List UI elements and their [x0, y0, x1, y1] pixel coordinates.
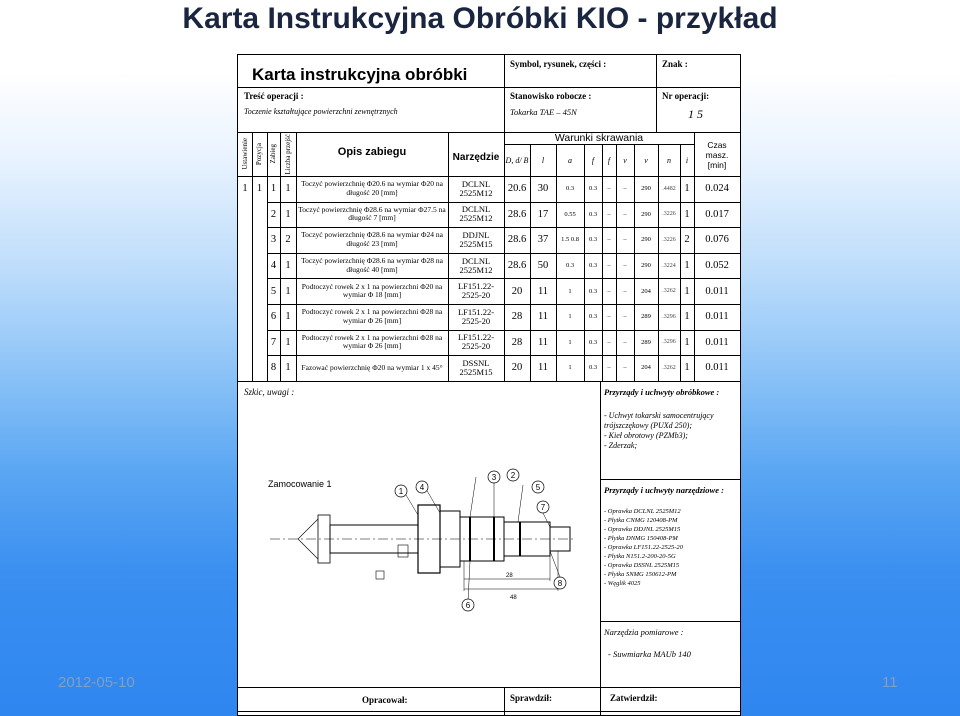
- marker-8: 8: [557, 579, 563, 588]
- przyrzady-title: Przyrządy i uchwyty obróbkowe :: [604, 387, 720, 397]
- cell-d: 28.6: [507, 208, 527, 220]
- cell-liczba-przejsc: 1: [285, 285, 291, 297]
- cell-czas: 0.011: [705, 362, 729, 374]
- instruction-card: [237, 54, 741, 716]
- cell-zabieg: 3: [270, 234, 277, 246]
- cell-liczba-przejsc: 1: [285, 311, 291, 323]
- col-pozycja: Pozycja: [255, 142, 263, 166]
- cell-zabieg: 4: [270, 260, 277, 272]
- marker-6: 6: [465, 601, 471, 610]
- cell-d: 28.6: [507, 260, 527, 272]
- cell-f1: 0.3: [588, 338, 598, 346]
- footer-date: 2012-05-10: [58, 674, 135, 691]
- cell-opis: Toczyć powierzchnię Φ28.6 na wymiar Φ27.5 na długość 7 [mm]: [298, 204, 446, 223]
- cell-a: 0.55: [564, 210, 576, 218]
- cell-f2: –: [607, 287, 611, 295]
- cell-czas: 0.011: [705, 285, 729, 297]
- cell-liczba-przejsc: 1: [285, 208, 291, 220]
- cell-v1: –: [623, 262, 627, 270]
- cell-czas: 0.011: [705, 336, 729, 348]
- col-f2: f: [607, 155, 611, 165]
- cell-l: 17: [537, 208, 549, 220]
- cell-a: 1: [568, 364, 572, 372]
- cell-n: .4482: [662, 185, 676, 192]
- cell-i: 1: [684, 311, 690, 323]
- cell-f2: –: [607, 236, 611, 244]
- cell-opis: Toczyć powierzchnię Φ28.6 na wymiar Φ24 na długość 23 [mm]: [301, 230, 443, 248]
- cell-l: 11: [537, 336, 549, 348]
- narzedziowe-list: [604, 507, 736, 588]
- cell-v1: –: [623, 210, 627, 218]
- cell-liczba-przejsc: 1: [285, 336, 291, 348]
- cell-zabieg: 1: [270, 183, 277, 195]
- cell-f1: 0.3: [588, 313, 598, 321]
- cell-zabieg: 8: [270, 362, 277, 374]
- cell-v1: –: [623, 338, 627, 346]
- cell-n: .3262: [662, 288, 676, 295]
- cell-v2: 289: [641, 338, 651, 346]
- cell-ustawienie: [238, 330, 252, 356]
- cell-i: 1: [684, 208, 690, 220]
- stanowisko-label: Stanowisko robocze :: [510, 91, 592, 101]
- col-liczba-przejsc: Liczba przejść: [283, 133, 292, 175]
- cell-liczba-przejsc: 1: [285, 362, 291, 374]
- cell-d: 20: [511, 285, 523, 297]
- cell-ustawienie: [238, 304, 252, 330]
- cell-czas: 0.011: [705, 311, 729, 323]
- col-a: a: [568, 155, 572, 165]
- symbol-label: Symbol, rysunek, części :: [510, 59, 607, 69]
- cell-narzedzie: DSSNL 2525M15: [459, 357, 493, 377]
- marker-7: 7: [540, 503, 546, 512]
- col-ustawienie: Ustawienie: [240, 138, 249, 170]
- marker-1: 1: [398, 487, 404, 496]
- cell-f2: –: [607, 364, 611, 372]
- cell-ustawienie: [238, 253, 252, 279]
- cell-v1: –: [623, 236, 627, 244]
- marker-2: 2: [510, 471, 516, 480]
- cell-n: .3296: [662, 313, 676, 320]
- col-zabieg: Zabieg: [269, 144, 277, 164]
- cell-d: 28: [511, 311, 523, 323]
- szkic-label: Szkic, uwagi :: [244, 387, 295, 397]
- cell-a: 1: [568, 338, 572, 346]
- cell-v2: 204: [641, 364, 651, 372]
- narzedziowe-item: - Płytka SNMG 150612-PM: [604, 571, 677, 578]
- sketch-dim-1: 28: [506, 573, 513, 579]
- cell-i: 1: [684, 183, 690, 195]
- cell-l: 37: [537, 234, 549, 246]
- cell-narzedzie: LF151.22- 2525-20: [457, 332, 495, 352]
- cell-czas: 0.017: [705, 208, 729, 220]
- cell-v1: –: [623, 313, 627, 321]
- cell-ustawienie: [238, 355, 252, 381]
- cell-liczba-przejsc: 1: [285, 260, 291, 272]
- cell-i: 1: [684, 336, 690, 348]
- col-warunki-skrawania: Warunki skrawania: [554, 132, 644, 144]
- opracowal-label: Opracował:: [362, 695, 408, 705]
- cell-i: 2: [684, 234, 690, 246]
- cell-pozycja: [252, 253, 267, 279]
- col-opis-zabiegu: Opis zabiegu: [337, 146, 407, 158]
- cell-pozycja: [252, 330, 267, 356]
- cell-i: 1: [684, 362, 690, 374]
- nr-label: Nr operacji:: [662, 91, 710, 101]
- cell-a: 0.3: [565, 185, 575, 193]
- sprawdzil-label: Sprawdził:: [510, 693, 553, 703]
- col-czas: Czas masz. [min]: [705, 140, 729, 170]
- cell-f1: 0.3: [588, 287, 598, 295]
- slide-title: Karta Instrukcyjna Obróbki KIO - przykład: [182, 2, 778, 35]
- cell-opis: Toczyć powierzchnię Φ20.6 na wymiar Φ20 na długość 20 [mm]: [301, 179, 443, 197]
- cell-pozycja: [252, 227, 267, 253]
- cell-d: 20.6: [507, 183, 527, 195]
- cell-zabieg: 2: [270, 208, 277, 220]
- cell-i: 1: [684, 285, 690, 297]
- marker-4: 4: [419, 483, 425, 492]
- page-number: 11: [882, 674, 898, 691]
- cell-n: .3226: [662, 236, 676, 243]
- cell-a: 1.5 0.8: [561, 236, 579, 244]
- col-n: n: [667, 155, 671, 165]
- tresc-label: Treść operacji :: [244, 91, 304, 101]
- stanowisko-value: Tokarka TAE – 45N: [510, 107, 577, 117]
- cell-a: 1: [568, 287, 572, 295]
- zatwierdzil-label: Zatwierdził:: [610, 693, 658, 703]
- narzedziowe-item: - Oprawka DCLNL 2525M12: [604, 508, 681, 515]
- col-d: D, d/ B: [505, 155, 529, 165]
- cell-l: 50: [537, 260, 549, 272]
- cell-narzedzie: DCLNL 2525M12: [459, 255, 493, 275]
- narzedziowe-item: - Węglik 4025: [604, 580, 641, 587]
- cell-opis: Podtoczyć rowek 2 x 1 na powierzchni Φ28 na wymiar Φ 26 [mm]: [301, 332, 443, 351]
- cell-a: 0.3: [565, 262, 575, 270]
- cell-czas: 0.024: [705, 183, 729, 195]
- cell-v2: 290: [641, 262, 651, 270]
- cell-f2: –: [607, 338, 611, 346]
- cell-d: 20: [511, 362, 523, 374]
- tresc-value: Toczenie kształtujące powierzchni zewnętrznych: [244, 107, 398, 116]
- przyrzady-item: - Kieł obrotowy (PZMb3);: [604, 431, 688, 440]
- cell-f2: –: [607, 262, 611, 270]
- cell-zabieg: 7: [270, 336, 277, 348]
- sketch-dim-2: 48: [510, 595, 517, 601]
- cell-f1: 0.3: [588, 210, 598, 218]
- narzedziowe-item: - Oprawka DDJNL 2525M15: [604, 526, 681, 533]
- cell-czas: 0.052: [705, 260, 729, 272]
- cell-narzedzie: LF151.22- 2525-20: [457, 306, 495, 326]
- pomiarowe-item: - Suwmiarka MAUb 140: [608, 649, 691, 659]
- cell-ustawienie: 1: [242, 183, 248, 195]
- cell-pozycja: [252, 355, 267, 381]
- narzedziowe-item: - Płytka DNMG 150408-PM: [604, 535, 678, 542]
- cell-opis: Podtoczyć rowek 2 x 1 na powierzchni Φ28 na wymiar Φ 26 [mm]: [301, 307, 443, 325]
- col-v1: v: [623, 155, 627, 165]
- narzedziowe-item: - Płytka CNMG 120408-PM: [604, 517, 678, 524]
- pomiarowe-title: Narzędzia pomiarowe :: [604, 627, 684, 637]
- part-sketch: [258, 467, 588, 617]
- cell-n: .3226: [662, 211, 676, 218]
- cell-narzedzie: DCLNL 2525M12: [459, 178, 493, 198]
- cell-a: 1: [568, 313, 572, 321]
- znak-label: Znak :: [662, 59, 688, 69]
- cell-v2: 289: [641, 313, 651, 321]
- narzedziowe-item: - Oprawka LF151.22-2525-20: [604, 544, 683, 551]
- przyrzady-item: - Zderzak;: [604, 441, 638, 450]
- cell-f2: –: [607, 313, 611, 321]
- cell-liczba-przejsc: 1: [285, 183, 291, 195]
- cell-f1: 0.3: [588, 262, 598, 270]
- cell-liczba-przejsc: 2: [285, 234, 291, 246]
- cell-l: 11: [537, 362, 549, 374]
- cell-ustawienie: [238, 227, 252, 253]
- cell-zabieg: 5: [270, 285, 277, 297]
- cell-pozycja: 1: [256, 183, 263, 195]
- cell-zabieg: 6: [270, 311, 277, 323]
- cell-opis: Podtoczyć rowek 2 x 1 na powierzchni Φ20 na wymiar Φ 18 [mm]: [301, 281, 443, 300]
- cell-v2: 290: [641, 236, 651, 244]
- cell-czas: 0.076: [705, 234, 729, 246]
- narzedziowe-item: - Płytka N151.2-200-20-5G: [604, 553, 676, 560]
- cell-d: 28.6: [507, 234, 527, 246]
- cell-n: .3296: [662, 339, 676, 346]
- nr-value: 1 5: [688, 107, 703, 121]
- cell-v2: 290: [641, 185, 651, 193]
- cell-ustawienie: [238, 278, 252, 304]
- cell-opis: Fazować powierzchnię Φ20 na wymiar 1 x 45°: [301, 362, 443, 372]
- cell-opis: Toczyć powierzchnię Φ28.6 na wymiar Φ28 na długość 40 [mm]: [301, 256, 443, 274]
- cell-v1: –: [623, 185, 627, 193]
- col-i: i: [685, 155, 689, 165]
- przyrzady-list: [604, 411, 736, 451]
- cell-pozycja: [252, 304, 267, 330]
- col-v2: v: [644, 155, 648, 165]
- cell-f2: –: [607, 185, 611, 193]
- col-f1: f: [591, 155, 595, 165]
- cell-n: .3224: [662, 262, 676, 269]
- cell-narzedzie: LF151.22- 2525-20: [457, 281, 495, 301]
- cell-v1: –: [623, 287, 627, 295]
- cell-l: 30: [537, 183, 549, 195]
- cell-f1: 0.3: [588, 185, 598, 193]
- cell-pozycja: [252, 202, 267, 228]
- przyrzady-item: - Uchwyt tokarski samocentrujący trójszczękowy (PUXd 250);: [604, 411, 714, 430]
- cell-narzedzie: DCLNL 2525M12: [459, 204, 493, 224]
- card-header-title: Karta instrukcyjna obróbki: [252, 65, 468, 84]
- cell-f1: 0.3: [588, 236, 598, 244]
- sketch-caption: Zamocowanie 1: [268, 479, 332, 489]
- cell-f1: 0.3: [588, 364, 598, 372]
- cell-i: 1: [684, 260, 690, 272]
- cell-pozycja: [252, 278, 267, 304]
- col-l: l: [541, 155, 545, 165]
- cell-d: 28: [511, 336, 523, 348]
- narzedziowe-title: Przyrządy i uchwyty narzędziowe :: [604, 485, 724, 495]
- cell-ustawienie: [238, 202, 252, 228]
- marker-3: 3: [491, 473, 497, 482]
- cell-n: .3262: [662, 364, 676, 371]
- col-narzedzie: Narzędzie: [452, 151, 500, 163]
- cell-narzedzie: DDJNL 2525M15: [459, 229, 493, 249]
- cell-v1: –: [623, 364, 627, 372]
- marker-5: 5: [535, 483, 541, 492]
- cell-v2: 204: [641, 287, 651, 295]
- narzedziowe-item: - Oprawka DSSNL 2525M15: [604, 562, 680, 569]
- cell-l: 11: [537, 285, 549, 297]
- cell-f2: –: [607, 210, 611, 218]
- cell-l: 11: [537, 311, 549, 323]
- cell-v2: 290: [641, 210, 651, 218]
